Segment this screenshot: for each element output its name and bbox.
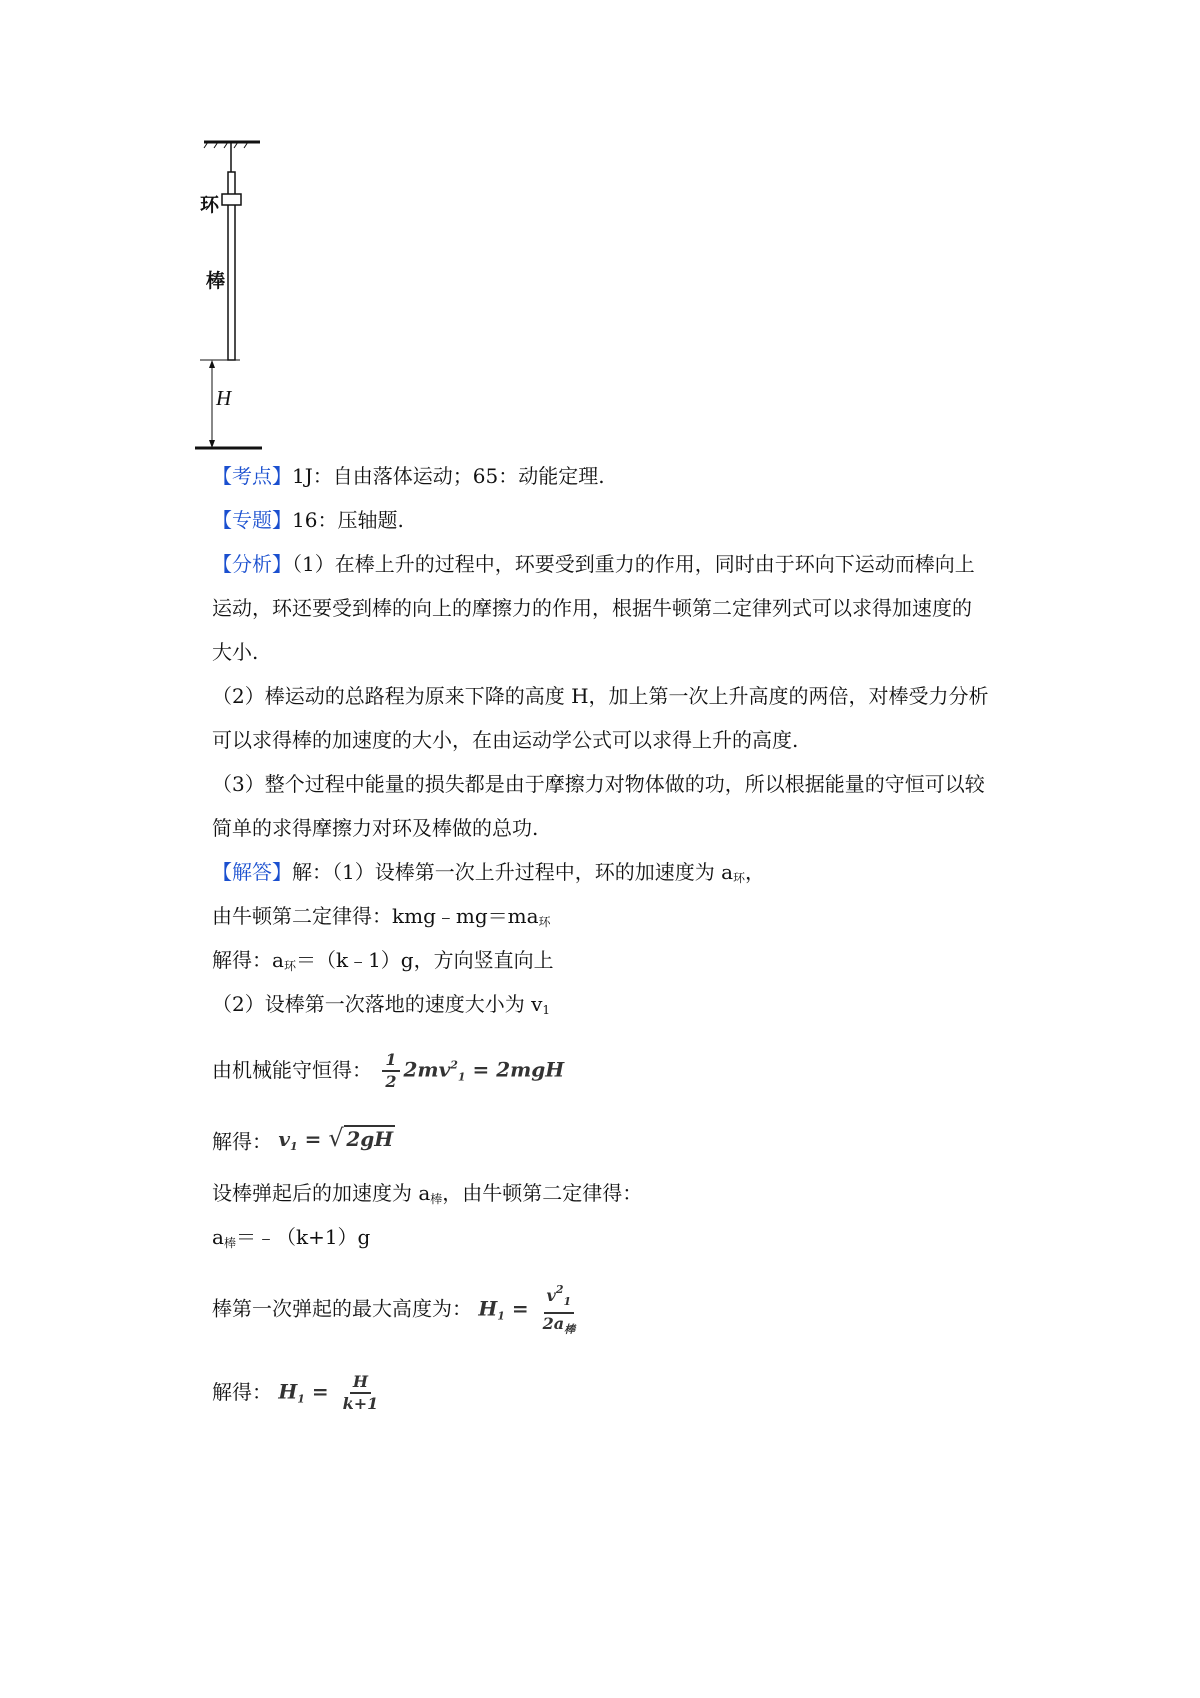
fenxi-line-3: 大小. [212, 640, 259, 664]
ring [222, 194, 241, 205]
h1-formula-2: $H_1$ = $\frac{H}{k+1}$ [278, 1372, 379, 1413]
zhuanti-tag: 【专题】 [212, 508, 292, 532]
energy-formula: $\frac{1}{2}$ $2mv^2_1 = 2mgH$ [378, 1050, 564, 1093]
kaodian-text: 1J：自由落体运动；65：动能定理. [292, 464, 605, 488]
fenxi-line-7: 简单的求得摩擦力对环及棒做的总功. [212, 816, 539, 840]
energy-conservation-line: 由机械能守恒得： $\frac{1}{2}$ $2mv^2_1 = 2mgH$ [212, 1050, 565, 1091]
v1-solution-line: 解得： $v_1$ = √ 2gH [212, 1124, 395, 1162]
max-height-line: 棒第一次弹起的最大高度为： $H_1$ = $\frac{v^2_1}{2a_棒}$ [212, 1280, 582, 1340]
jieda-line-4: （2）设棒第一次落地的速度大小为 $v_1$ [212, 992, 551, 1017]
fenxi-tag: 【分析】 [212, 552, 292, 576]
rod-ring-figure [190, 140, 300, 500]
fenxi-text-1: （1）在棒上升的过程中，环要受到重力的作用，同时由于环向下运动而棒向上 [292, 552, 975, 576]
h1-formula-1: $H_1$ = $\frac{v^2_1}{2a_棒}$ [478, 1280, 582, 1340]
zhuanti-line [212, 505, 404, 535]
kaodian-tag: 【考点】 [212, 464, 292, 488]
kaodian-line [212, 461, 605, 491]
v1-formula: $v_1$ = √ 2gH [278, 1124, 395, 1162]
jieda-line-7: 设棒弹起后的加速度为 $a_棒$，由牛顿第二定律得： [212, 1181, 643, 1206]
jieda-line-1: 【解答】解：（1）设棒第一次上升过程中，环的加速度为 $a_环$， [212, 860, 766, 885]
fenxi-line-5: 可以求得棒的加速度的大小，在由运动学公式可以求得上升的高度. [212, 728, 799, 752]
jieda-line-2: 由牛顿第二定律得：$kmg﹣mg=ma_环$ [212, 904, 551, 929]
h1-solution-line: 解得： $H_1$ = $\frac{H}{k+1}$ [212, 1372, 385, 1415]
fenxi-line-6: （3）整个过程中能量的损失都是由于摩擦力对物体做的功，所以根据能量的守恒可以较 [212, 772, 985, 796]
jieda-line-3: 解得：$a_环=(k﹣1)g$，方向竖直向上 [212, 948, 554, 973]
fenxi-line-2: 运动，环还要受到棒的向上的摩擦力的作用，根据牛顿第二定律列式可以求得加速度的 [212, 596, 972, 620]
zhuanti-text: 16：压轴题. [292, 508, 404, 532]
jieda-tag: 【解答】 [212, 860, 292, 884]
height-label: H [216, 386, 232, 410]
ring-label: 环 [200, 194, 220, 216]
fenxi-line-1 [212, 549, 975, 579]
rod-label: 棒 [206, 270, 226, 292]
fenxi-line-4: （2）棒运动的总路程为原来下降的高度 H，加上第一次上升高度的两倍，对棒受力分析 [212, 684, 989, 708]
jieda-line-8: $a_棒=﹣(k+1)g$ [212, 1225, 371, 1250]
